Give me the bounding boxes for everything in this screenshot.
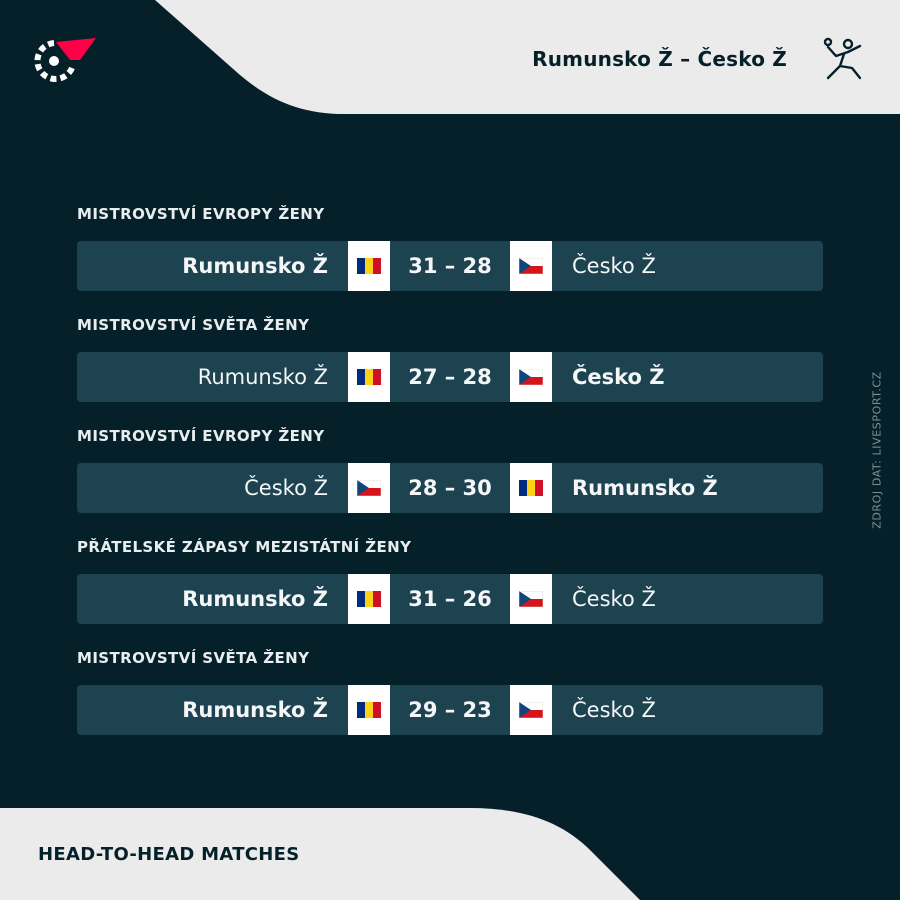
- head-to-head-list: [77, 200, 823, 755]
- match-row[interactable]: [77, 574, 823, 624]
- match-score: 31 – 26: [408, 587, 492, 611]
- away-flag: [510, 463, 552, 513]
- match-section: [77, 538, 823, 644]
- handball-player-icon: [818, 36, 866, 84]
- footer-label: HEAD-TO-HEAD MATCHES: [38, 844, 300, 865]
- match-score: 29 – 23: [408, 698, 492, 722]
- czech-flag-icon: [519, 258, 543, 274]
- match-section: [77, 427, 823, 533]
- away-flag: [510, 352, 552, 402]
- match-row[interactable]: [77, 241, 823, 291]
- romania-flag-icon: [519, 480, 543, 496]
- match-section: [77, 205, 823, 311]
- competition-label: MISTROVSTVÍ EVROPY ŽENY: [77, 205, 325, 223]
- home-team: Česko Ž: [244, 476, 328, 500]
- match-section: [77, 649, 823, 755]
- czech-flag-icon: [519, 591, 543, 607]
- competition-label: MISTROVSTVÍ EVROPY ŽENY: [77, 427, 325, 445]
- flashscore-logo-icon: [34, 34, 98, 84]
- home-flag: [348, 241, 390, 291]
- match-score: 31 – 28: [408, 254, 492, 278]
- romania-flag-icon: [357, 258, 381, 274]
- home-team: Rumunsko Ž: [182, 254, 328, 278]
- czech-flag-icon: [357, 480, 381, 496]
- home-team: Rumunsko Ž: [182, 587, 328, 611]
- away-flag: [510, 574, 552, 624]
- home-flag: [348, 463, 390, 513]
- romania-flag-icon: [357, 369, 381, 385]
- home-team: Rumunsko Ž: [197, 365, 328, 389]
- czech-flag-icon: [519, 369, 543, 385]
- home-flag: [348, 685, 390, 735]
- away-team: Česko Ž: [572, 254, 656, 278]
- competition-label: MISTROVSTVÍ SVĚTA ŽENY: [77, 316, 310, 334]
- away-flag: [510, 685, 552, 735]
- match-score: 28 – 30: [408, 476, 492, 500]
- away-team: Česko Ž: [572, 365, 665, 389]
- data-source-credit: ZDROJ DAT: LIVESPORT.CZ: [870, 371, 884, 529]
- match-row[interactable]: [77, 352, 823, 402]
- romania-flag-icon: [357, 702, 381, 718]
- away-team: Česko Ž: [572, 587, 656, 611]
- romania-flag-icon: [357, 591, 381, 607]
- match-section: [77, 316, 823, 422]
- match-title: Rumunsko Ž – Česko Ž: [532, 47, 787, 71]
- match-row[interactable]: [77, 685, 823, 735]
- away-flag: [510, 241, 552, 291]
- match-score: 27 – 28: [408, 365, 492, 389]
- czech-flag-icon: [519, 702, 543, 718]
- match-row[interactable]: [77, 463, 823, 513]
- home-flag: [348, 352, 390, 402]
- competition-label: PŘÁTELSKÉ ZÁPASY MEZISTÁTNÍ ŽENY: [77, 538, 412, 556]
- home-flag: [348, 574, 390, 624]
- away-team: Česko Ž: [572, 698, 656, 722]
- home-team: Rumunsko Ž: [182, 698, 328, 722]
- away-team: Rumunsko Ž: [572, 476, 718, 500]
- competition-label: MISTROVSTVÍ SVĚTA ŽENY: [77, 649, 310, 667]
